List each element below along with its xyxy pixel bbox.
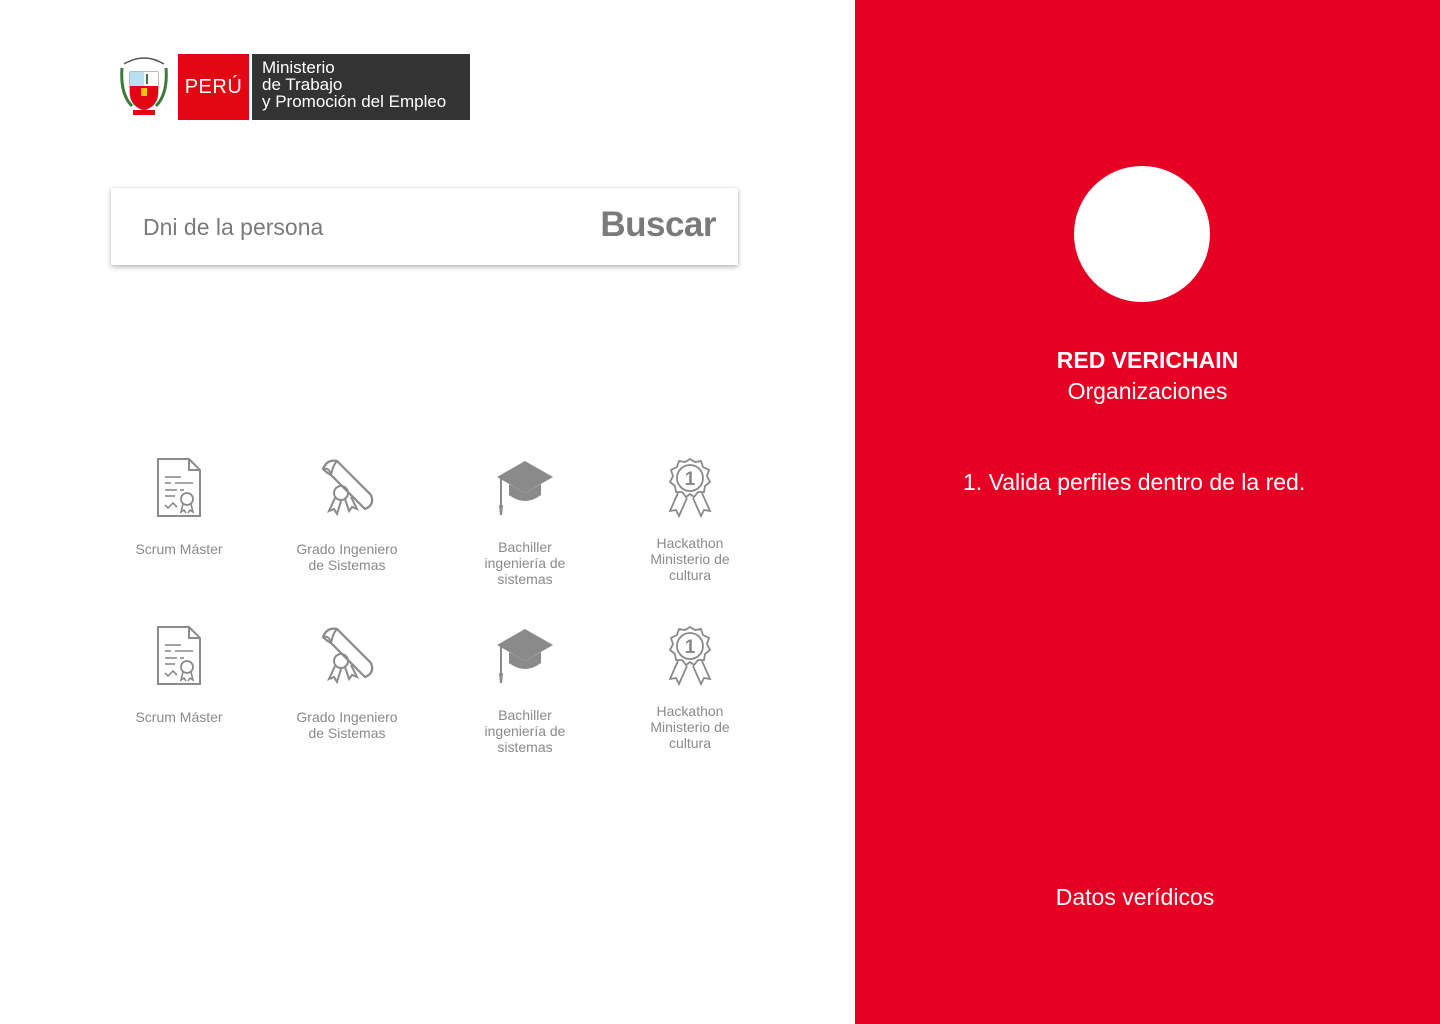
label-line: Grado Ingeniero <box>296 709 398 725</box>
avatar <box>1074 166 1210 302</box>
certificate-label <box>615 535 765 583</box>
certificate-item[interactable] <box>104 455 254 557</box>
certificate-label <box>450 539 600 587</box>
label-line: cultura <box>668 735 712 751</box>
right-panel <box>855 0 1440 1024</box>
certificate-label <box>615 703 765 751</box>
award-medal-icon <box>660 623 720 687</box>
ministry-name <box>252 54 470 120</box>
ministry-logo <box>118 54 470 120</box>
label-line: Scrum Máster <box>135 541 223 557</box>
graduation-cap-icon <box>493 623 557 687</box>
label-line: sistemas <box>497 739 553 755</box>
country-label: PERÚ <box>178 54 249 120</box>
label-line: Bachiller <box>498 539 552 555</box>
diploma-icon <box>315 623 379 687</box>
certificate-label <box>104 541 254 557</box>
search-button[interactable]: Buscar <box>600 205 716 244</box>
graduation-cap-icon <box>493 455 557 519</box>
label-line: Hackathon <box>656 703 724 719</box>
certificate-item[interactable] <box>272 455 422 573</box>
certificate-item[interactable] <box>272 623 422 741</box>
certificate-item[interactable] <box>450 623 600 755</box>
network-title: RED VERICHAIN <box>1056 347 1239 373</box>
ministry-line: y Promoción del Empleo <box>262 92 447 111</box>
label-line: de Sistemas <box>308 557 386 573</box>
dni-search-input[interactable] <box>143 208 543 246</box>
ministry-line: de Trabajo <box>262 75 343 94</box>
diploma-icon <box>315 455 379 519</box>
label-line: ingeniería de <box>484 555 566 571</box>
label-line: cultura <box>668 567 712 583</box>
certificate-label <box>272 541 422 573</box>
label-line: Ministerio de <box>650 719 730 735</box>
label-line: Scrum Máster <box>135 709 223 725</box>
search-bar <box>111 188 738 265</box>
footer-text: Datos verídicos <box>1055 884 1215 910</box>
label-line: Ministerio de <box>650 551 730 567</box>
svg-text:1: 1 <box>684 637 696 658</box>
label-line: sistemas <box>497 571 553 587</box>
certificate-label <box>450 707 600 755</box>
label-line: Grado Ingeniero <box>296 541 398 557</box>
certificate-item[interactable] <box>615 455 765 583</box>
feature-item: 1. Valida perfiles dentro de la red. <box>963 469 1306 495</box>
network-subtitle: Organizaciones <box>1067 378 1228 404</box>
label-line: ingeniería de <box>484 723 566 739</box>
certificate-label <box>272 709 422 741</box>
certificate-item[interactable] <box>450 455 600 587</box>
certificate-item[interactable] <box>104 623 254 725</box>
label-line: de Sistemas <box>308 725 386 741</box>
label-line: Hackathon <box>656 535 724 551</box>
label-line: Bachiller <box>498 707 552 723</box>
certificate-icon <box>149 623 209 687</box>
certificate-icon <box>149 455 209 519</box>
ministry-line: Ministerio <box>262 58 335 77</box>
coat-of-arms-icon <box>118 54 170 120</box>
award-medal-icon <box>660 455 720 519</box>
svg-text:1: 1 <box>684 469 696 490</box>
certificate-item[interactable] <box>615 623 765 751</box>
certificate-label <box>104 709 254 725</box>
